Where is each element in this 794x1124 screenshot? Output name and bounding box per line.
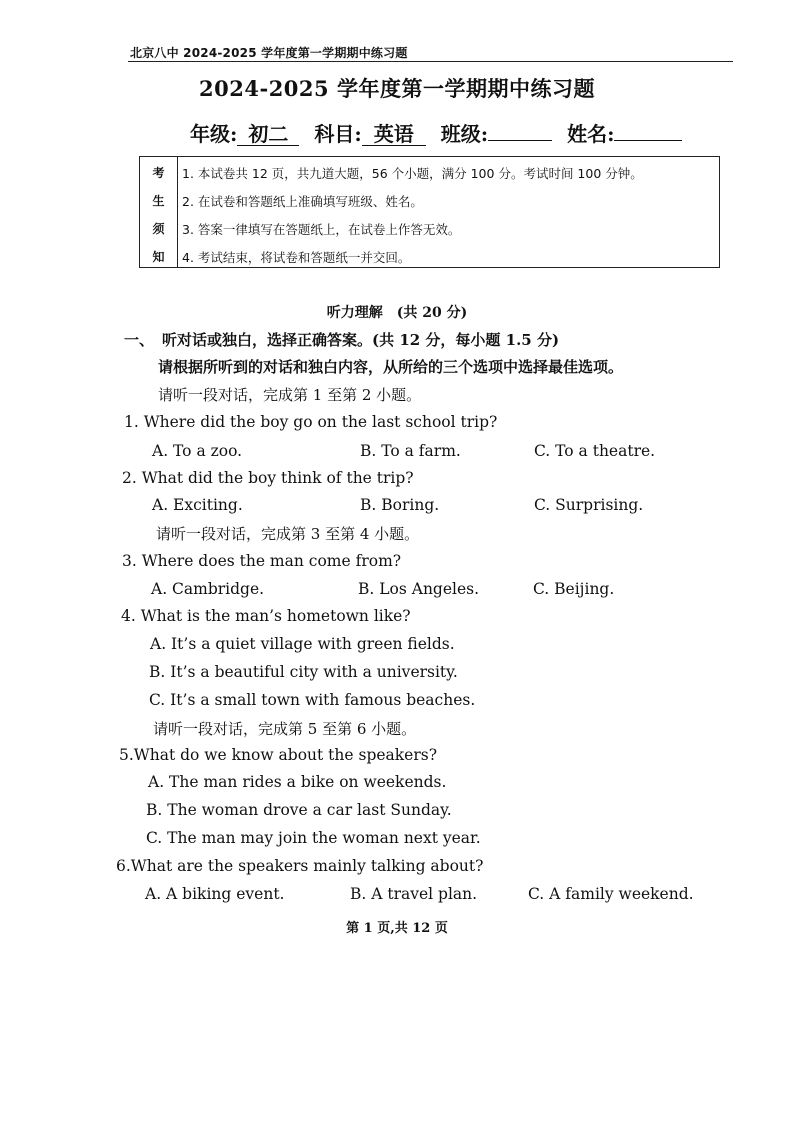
- subject-label: 科目:: [314, 122, 362, 146]
- answer-option: C. A family weekend.: [528, 885, 694, 903]
- notice-side-char: 生: [152, 194, 165, 208]
- part-one-heading: [124, 329, 559, 350]
- question-stem: 5.What do we know about the speakers?: [119, 746, 438, 764]
- answer-option: A. Exciting.: [152, 496, 243, 514]
- answer-option: A. To a zoo.: [152, 442, 243, 460]
- name-label: 姓名:: [567, 122, 615, 146]
- page-footer: 第 1 页,共 12 页: [346, 921, 448, 936]
- notice-side-char: 知: [152, 250, 165, 264]
- answer-option: B. To a farm.: [360, 442, 461, 460]
- class-field[interactable]: [488, 140, 552, 141]
- dialog-prompt: 请听一段对话，完成第 3 至第 4 小题。: [156, 525, 420, 543]
- question-stem: 6.What are the speakers mainly talking about?: [116, 857, 484, 875]
- answer-option: C. Surprising.: [534, 496, 644, 514]
- answer-option: B. A travel plan.: [350, 885, 478, 903]
- grade-value: 初二: [237, 123, 299, 146]
- notice-side-label: [140, 157, 178, 267]
- answer-option: C. It’s a small town with famous beaches.: [149, 691, 476, 709]
- notice-item: 3. 答案一律填写在答题纸上，在试卷上作答无效。: [182, 222, 461, 237]
- answer-option: A. Cambridge.: [151, 580, 265, 598]
- dialog-prompt: 请听一段对话，完成第 1 至第 2 小题。: [158, 386, 422, 404]
- subject-value: 英语: [362, 123, 426, 146]
- notice-side-char: 须: [152, 222, 165, 236]
- grade-label: 年级:: [190, 122, 238, 146]
- answer-option: A. It’s a quiet village with green fields.: [150, 635, 455, 653]
- question-stem: 4. What is the man’s hometown like?: [121, 607, 411, 625]
- notice-item: 4. 考试结束，将试卷和答题纸一并交回。: [182, 250, 411, 265]
- question-stem: 3. Where does the man come from?: [122, 552, 402, 570]
- answer-option: A. A biking event.: [145, 885, 285, 903]
- name-field[interactable]: [614, 140, 682, 141]
- dialog-prompt: 请听一段对话，完成第 5 至第 6 小题。: [153, 720, 417, 738]
- answer-option: C. To a theatre.: [534, 442, 656, 460]
- answer-option: A. The man rides a bike on weekends.: [148, 773, 447, 791]
- student-info-line: [190, 118, 682, 147]
- notice-item: 1. 本试卷共 12 页，共九道大题，56 个小题，满分 100 分。考试时间 100 分钟。: [182, 166, 643, 181]
- running-header: 北京八中 2024-2025 学年度第一学期期中练习题: [130, 46, 408, 60]
- part-instruction: 请根据所听到的对话和独白内容，从所给的三个选项中选择最佳选项。: [158, 358, 624, 376]
- part-heading-text: 听对话或独白，选择正确答案。(共 12 分，每小题 1.5 分): [162, 331, 560, 349]
- answer-option: C. Beijing.: [533, 580, 615, 598]
- section-title: 听力理解 (共 20 分): [326, 305, 468, 321]
- part-number: 一、: [124, 331, 155, 349]
- exam-notice-box: [139, 156, 720, 268]
- notice-side-char: 考: [152, 166, 165, 180]
- answer-option: C. The man may join the woman next year.: [146, 829, 481, 847]
- answer-option: B. It’s a beautiful city with a university.: [149, 663, 458, 681]
- answer-option: B. Los Angeles.: [358, 580, 480, 598]
- notice-item: 2. 在试卷和答题纸上准确填写班级、姓名。: [182, 194, 423, 209]
- answer-option: B. Boring.: [360, 496, 440, 514]
- question-stem: 2. What did the boy think of the trip?: [122, 469, 414, 487]
- exam-title: 2024-2025 学年度第一学期期中练习题: [199, 76, 595, 101]
- header-rule: [128, 61, 733, 62]
- class-label: 班级:: [440, 122, 489, 146]
- question-stem: 1. Where did the boy go on the last school trip?: [124, 413, 498, 431]
- answer-option: B. The woman drove a car last Sunday.: [146, 801, 452, 819]
